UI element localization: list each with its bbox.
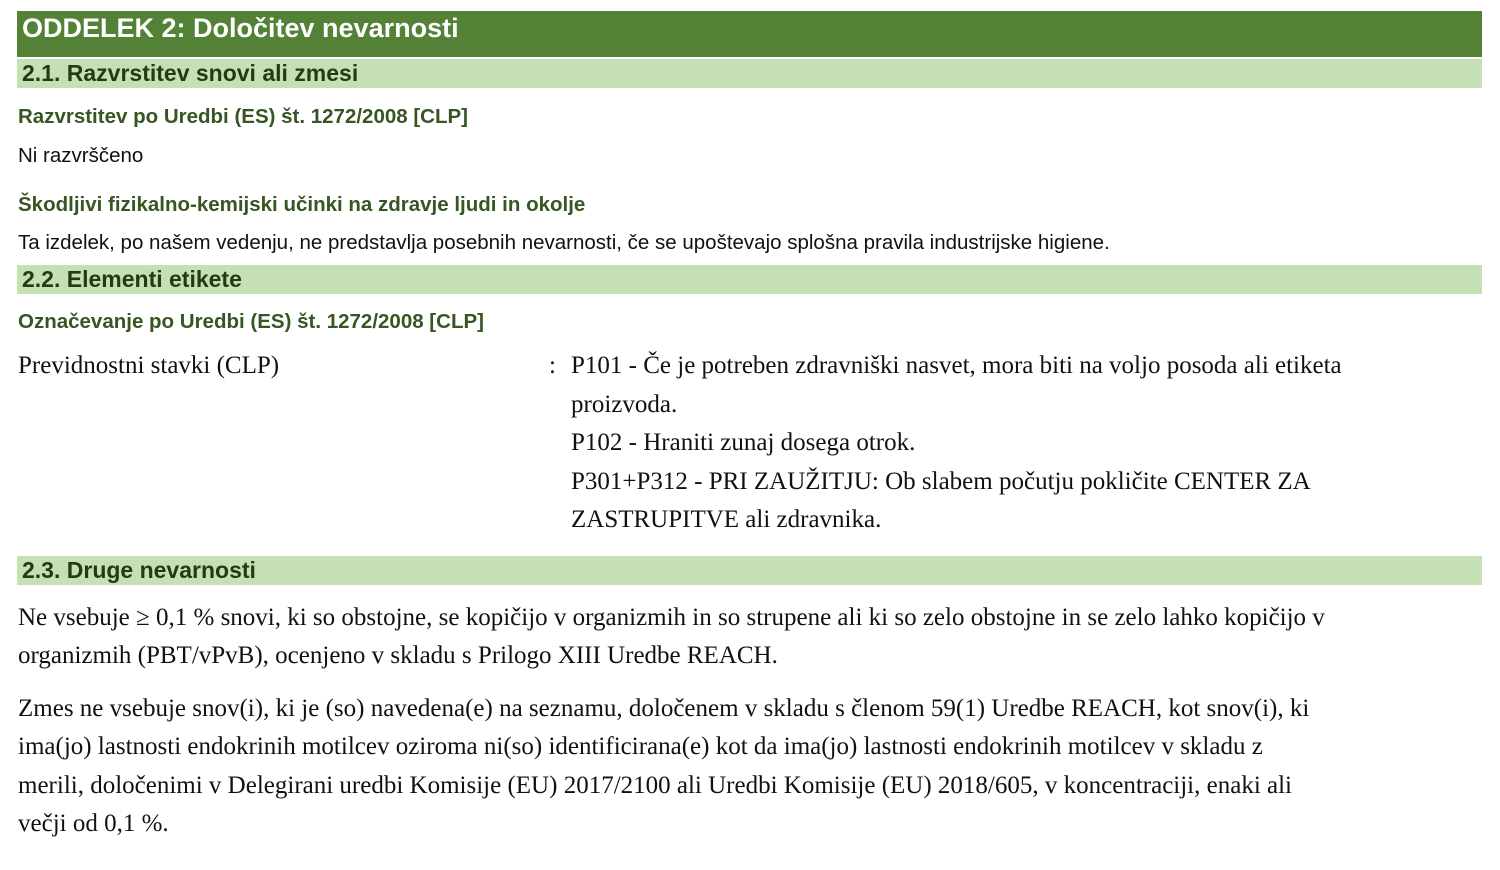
precautionary-statements-row: [17, 347, 1482, 540]
precaution-line: P101 - Če je potreben zdravniški nasvet, mora biti na voljo posoda ali etiketa: [571, 352, 1342, 379]
precautionary-statements-key: Previdnostni stavki (CLP): [18, 352, 280, 379]
paragraph-line: organizmih (PBT/vPvB), ocenjeno v skladu s Prilogo XIII Uredbe REACH.: [18, 642, 778, 669]
clp-classification-label: Razvrstitev po Uredbi (ES) št. 1272/2008 [CLP]: [18, 105, 469, 128]
subsection-2-1-title: 2.1. Razvrstitev snovi ali zmesi: [17, 59, 1482, 88]
paragraph-line: večji od 0,1 %.: [18, 810, 169, 837]
paragraph-line: ima(jo) lastnosti endokrinih motilcev oziroma ni(so) identificirana(e) kot da ima(jo) lastnosti endokrinih motilcev v skladu z: [18, 733, 1263, 760]
clp-classification-value: Ni razvrščeno: [18, 144, 144, 167]
paragraph-line: merili, določenimi v Delegirani uredbi Komisije (EU) 2017/2100 ali Uredbi Komisije (EU) 2018/605, v koncentraciji, enaki ali: [18, 771, 1292, 799]
harmful-effects-text: Ta izdelek, po našem vedenju, ne predstavlja posebnih nevarnosti, če se upoštevajo splošna pravila industrijske higiene.: [18, 231, 1110, 254]
paragraph-line: Zmes ne vsebuje snov(i), ki je (so) navedena(e) na seznamu, določenem v skladu s členom 59(1) Uredbe REACH, kot snov(i), ki: [18, 694, 1310, 722]
subsection-2-2-title: 2.2. Elementi etikete: [17, 265, 1482, 294]
key-value-separator: :: [549, 352, 556, 379]
precaution-line: ZASTRUPITVE ali zdravnika.: [571, 506, 882, 533]
precaution-line: proizvoda.: [571, 390, 678, 418]
precaution-line: P301+P312 - PRI ZAUŽITJU: Ob slabem počutju pokličite CENTER ZA: [571, 467, 1311, 495]
section-title: ODDELEK 2: Določitev nevarnosti: [17, 11, 1482, 57]
sds-section-2: [17, 11, 1482, 844]
labelling-label: Označevanje po Uredbi (ES) št. 1272/2008 [CLP]: [18, 310, 484, 333]
precautionary-statements-values: [571, 347, 1482, 540]
precaution-line: P102 - Hraniti zunaj dosega otrok.: [571, 429, 916, 456]
pbt-vpvb-paragraph: [17, 599, 1482, 676]
paragraph-line: Ne vsebuje ≥ 0,1 % snovi, ki so obstojne, se kopičijo v organizmih in so strupene ali ki so zelo obstojne in se zelo lahko kopičijo v: [18, 603, 1325, 631]
harmful-effects-label: Škodljivi fizikalno-kemijski učinki na zdravje ljudi in okolje: [18, 193, 586, 216]
subsection-2-3-title: 2.3. Druge nevarnosti: [17, 556, 1482, 585]
endocrine-disruptor-paragraph: [17, 690, 1482, 844]
